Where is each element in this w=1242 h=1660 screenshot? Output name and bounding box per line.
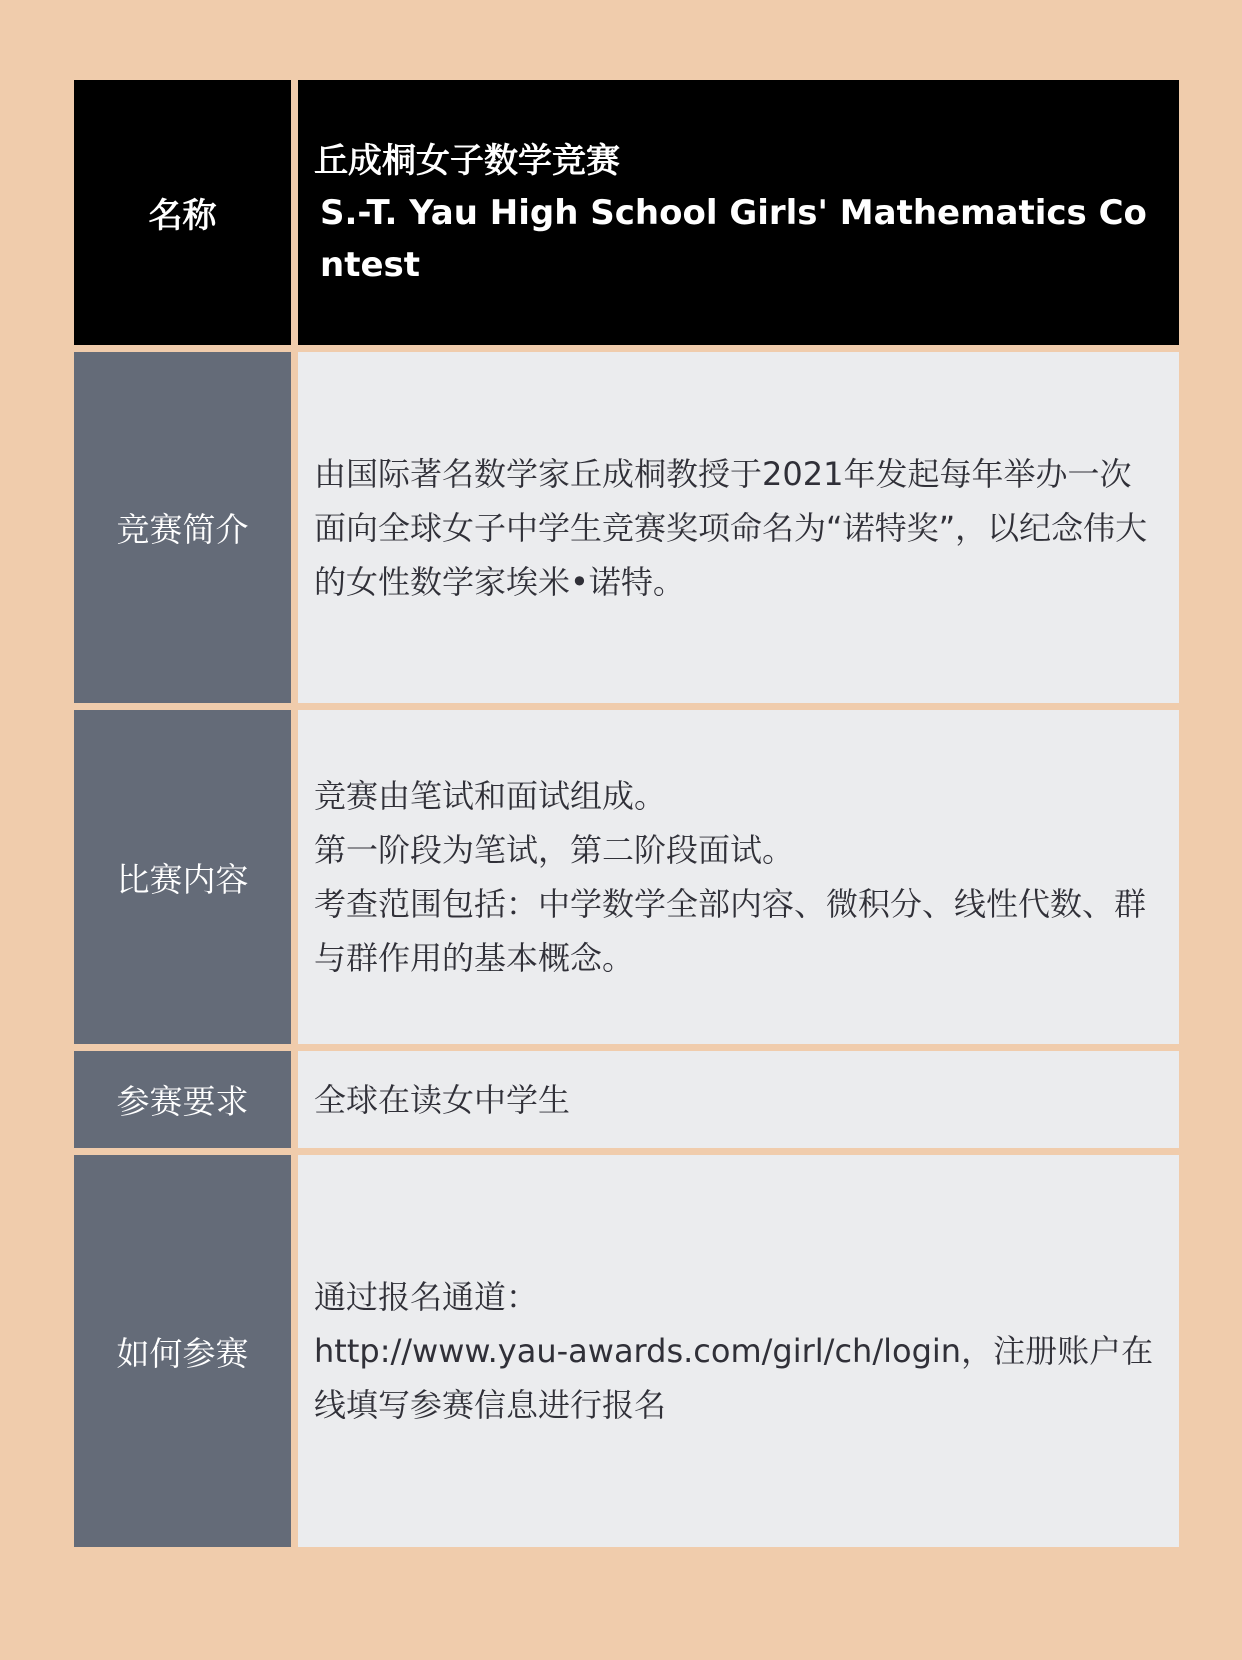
contest-title-en: S.-T. Yau High School Girls' Mathematics Contest bbox=[320, 192, 1147, 285]
content-text: 竞赛由笔试和面试组成。 第一阶段为笔试，第二阶段面试。 考查范围包括：中学数学全部内容、微积分、线性代数、群与群作用的基本概念。 bbox=[298, 710, 1179, 1044]
intro-text: 由国际著名数学家丘成桐教授于2021年发起每年举办一次 面向全球女子中学生竞赛奖项命名为“诺特奖”，以纪念伟大的女性数学家埃米•诺特。 bbox=[298, 352, 1179, 703]
table-row-content bbox=[74, 710, 1179, 1044]
row-label-requirements: 参赛要求 bbox=[74, 1051, 291, 1148]
contest-title-zh: 丘成桐女子数学竞赛 bbox=[314, 140, 620, 181]
table-row-intro bbox=[74, 352, 1179, 703]
requirements-text: 全球在读女中学生 bbox=[298, 1051, 1179, 1148]
row-label-how-to-join: 如何参赛 bbox=[74, 1155, 291, 1547]
row-label-name: 名称 bbox=[74, 80, 291, 345]
row-label-content: 比赛内容 bbox=[74, 710, 291, 1044]
how-to-join-text: 通过报名通道： http://www.yau-awards.com/girl/ch/login，注册账户在线填写参赛信息进行报名 bbox=[298, 1155, 1179, 1547]
table-row-name bbox=[74, 80, 1179, 345]
contest-info-table bbox=[74, 80, 1179, 1554]
table-row-how-to-join bbox=[74, 1155, 1179, 1547]
row-label-intro: 竞赛简介 bbox=[74, 352, 291, 703]
table-row-requirements bbox=[74, 1051, 1179, 1148]
contest-title-cell bbox=[298, 80, 1179, 345]
